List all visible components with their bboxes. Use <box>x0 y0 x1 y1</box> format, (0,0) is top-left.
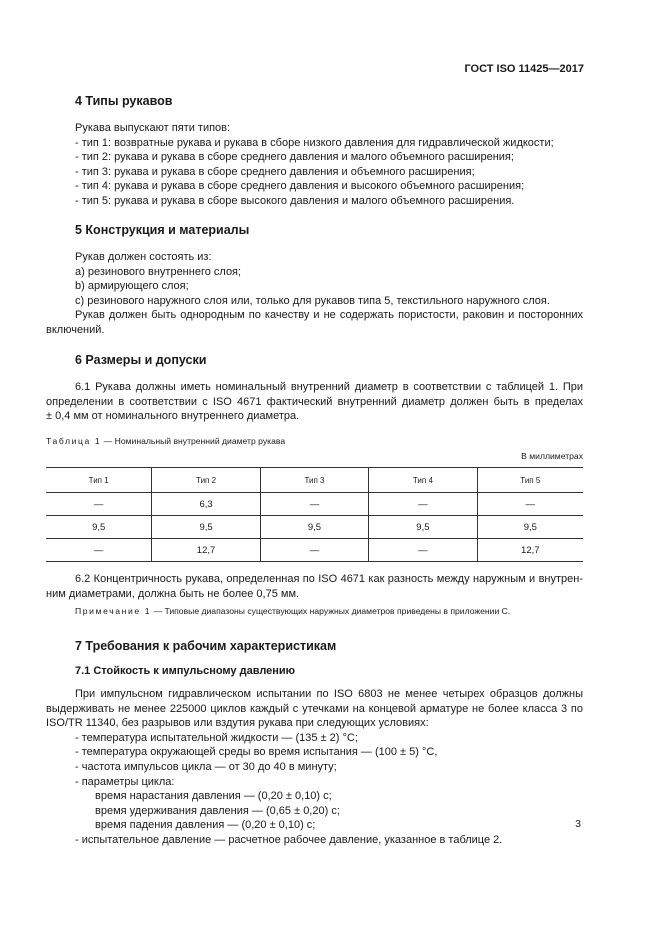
section-5-requirement-line: Рукав должен быть однородным по качеству и не содержать пористости, раковин и посторонних <box>75 309 583 322</box>
clause-6-1-continued: определении в соответствии с ISO 4671 фактический внутренний диаметр должен быть в пределах ± 0,4 мм от номинального внутреннего диаметра. <box>46 395 583 423</box>
cycle-parameter-item: время падения давления — (0,20 ± 0,10) с; <box>95 819 316 832</box>
table-1-caption <box>46 436 285 446</box>
layer-list-item: a) резинового внутреннего слоя; <box>75 265 242 278</box>
section-4-body <box>75 121 583 209</box>
table-cell: 6,3 <box>152 493 260 516</box>
section-6-title: 6 Размеры и допуски <box>75 353 207 367</box>
section-5-body <box>75 250 583 323</box>
table-cell: 12,7 <box>477 539 583 562</box>
section-4-title: 4 Типы рукавов <box>75 94 173 108</box>
table-cell: 9,5 <box>369 516 477 539</box>
clause-6-2-continued: ним диаметрами, должна быть не более 0,75 мм. <box>46 587 300 600</box>
table-cell: 9,5 <box>152 516 260 539</box>
table-header-cell: Тип 4 <box>369 468 477 493</box>
section-5-title: 5 Конструкция и материалы <box>75 223 250 237</box>
table-cell: — <box>46 493 152 516</box>
layer-list-item: c) резинового наружного слоя или, только для рукавов типа 5, текстильного наружного слоя. <box>75 294 550 307</box>
table-1-units: В миллиметрах <box>521 451 583 461</box>
table-row <box>46 493 583 516</box>
table-cell: — <box>260 539 368 562</box>
page-number: 3 <box>575 818 581 830</box>
table-cell: — <box>477 493 583 516</box>
condition-item: - испытательное давление — расчетное рабочее давление, указанное в таблице 2. <box>75 833 503 846</box>
note-1 <box>75 606 510 616</box>
clause-7-1-first-line: При импульсном гидравлическом испытании по ISO 6803 не менее четырех образцов должны <box>75 688 583 700</box>
table-cell: 9,5 <box>477 516 583 539</box>
section-5-requirement-end: включений. <box>46 324 105 336</box>
table-cell: 9,5 <box>260 516 368 539</box>
table-cell: 12,7 <box>152 539 260 562</box>
table-1-nominal-diameter <box>46 467 583 562</box>
clause-6-1-first-line: 6.1 Рукава должны иметь номинальный внутренний диаметр в соответствии с таблицей 1. При <box>75 381 583 393</box>
table-header-row <box>46 468 583 493</box>
clause-6-2-first-line: 6.2 Концентричность рукава, определенная по ISO 4671 как разность между наружным и внутрен- <box>75 573 583 585</box>
table-header-cell: Тип 2 <box>152 468 260 493</box>
table-1-caption-text: — Номинальный внутренний диаметр рукава <box>101 436 286 446</box>
condition-item: - параметры цикла: <box>75 775 175 788</box>
table-cell: — <box>369 493 477 516</box>
test-conditions-list <box>75 731 583 848</box>
cycle-parameter-item: время нарастания давления — (0,20 ± 0,10) с; <box>95 790 332 803</box>
table-cell: — <box>369 539 477 562</box>
type-list-item: - тип 2: рукава и рукава в сборе среднего давления и малого объемного расширения; <box>75 151 514 164</box>
subsection-7-1-title: 7.1 Стойкость к импульсному давлению <box>75 665 296 677</box>
type-list-item: - тип 3: рукава и рукава в сборе среднего давления и объемного расширения; <box>75 165 475 178</box>
clause-7-1-continued: выдерживать не менее 225000 циклов каждый с утечками на концевой арматуре не более класса 3 по ISO/TR 11340, без разрывов или вздутия рукава при следующих условиях: <box>46 702 583 730</box>
section-5-intro: Рукав должен состоять из: <box>75 251 212 263</box>
table-header-cell: Тип 5 <box>477 468 583 493</box>
note-1-label: Примечание 1 <box>75 606 152 616</box>
layer-list-item: b) армирующего слоя; <box>75 280 189 293</box>
section-4-intro: Рукава выпускают пяти типов: <box>75 122 231 134</box>
table-row <box>46 516 583 539</box>
type-list-item: - тип 5: рукава и рукава в сборе высокого давления и малого объемного расширения. <box>75 194 515 207</box>
section-7-title: 7 Требования к рабочим характеристикам <box>75 639 337 653</box>
condition-item: - температура окружающей среды во время испытания — (100 ± 5) °С, <box>75 746 438 759</box>
type-list-item: - тип 1: возвратные рукава и рукава в сборе низкого давления для гидравлической жидкости; <box>75 136 554 149</box>
table-row <box>46 539 583 562</box>
table-cell: — <box>46 539 152 562</box>
condition-item: - температура испытательной жидкости — (135 ± 2) °С; <box>75 731 358 744</box>
type-list-item: - тип 4: рукава и рукава в сборе среднего давления и высокого объемного расширения; <box>75 180 525 193</box>
table-cell: 9,5 <box>46 516 152 539</box>
table-cell: — <box>260 493 368 516</box>
table-header-cell: Тип 3 <box>260 468 368 493</box>
note-1-text: — Типовые диапазоны существующих наружных диаметров приведены в приложении С. <box>151 606 511 616</box>
table-1-caption-label: Таблица 1 <box>46 436 102 446</box>
table-header-cell: Тип 1 <box>46 468 152 493</box>
standard-designation: ГОСТ ISO 11425—2017 <box>464 63 584 75</box>
condition-item: - частота импульсов цикла — от 30 до 40 в минуту; <box>75 760 337 773</box>
cycle-parameter-item: время удерживания давления — (0,65 ± 0,20) с; <box>95 804 340 817</box>
